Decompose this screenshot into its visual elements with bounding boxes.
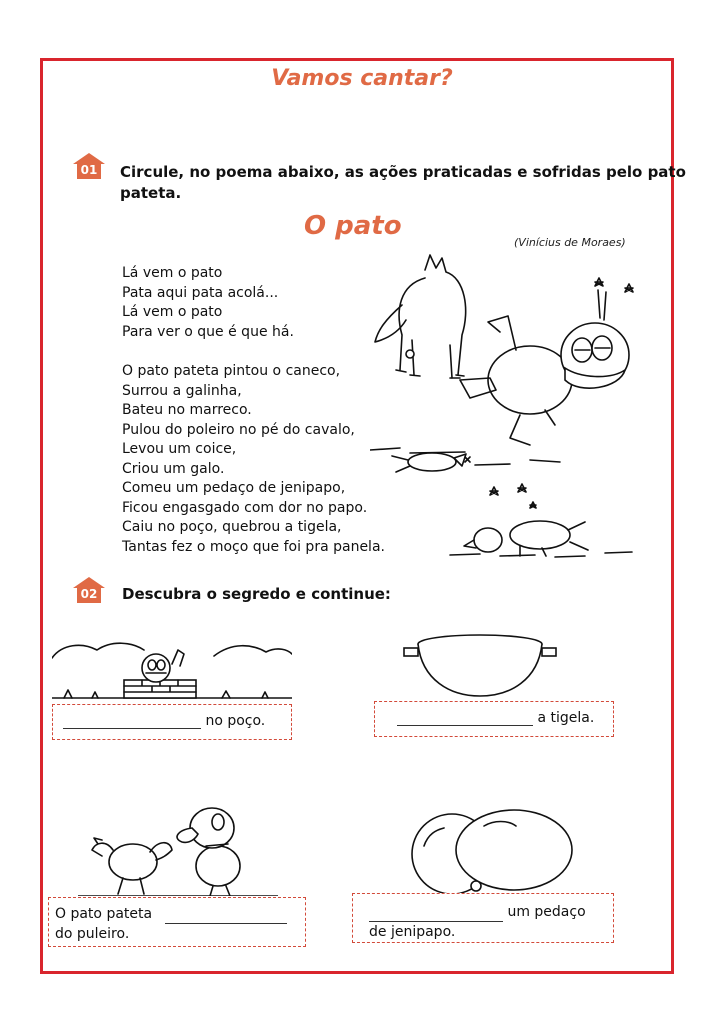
poem-line: Lá vem o pato (122, 304, 223, 320)
duck-and-horse-illustration (370, 250, 640, 560)
box-text: do puleiro. (55, 926, 130, 942)
poem-line: Surrou a galinha, (122, 382, 242, 399)
duck-in-well-illustration (52, 636, 292, 706)
poem-stanza-1 (122, 264, 294, 342)
instruction-line: pateta. (120, 184, 182, 202)
poem-line: Ficou engasgado com dor no papo. (122, 499, 368, 516)
answer-blank[interactable] (397, 711, 533, 726)
box-text: no poço. (205, 713, 266, 729)
poem-stanza-2 (122, 362, 385, 557)
fill-in-box-perch (48, 897, 306, 947)
poem-line: Pata aqui pata acolá... (122, 284, 279, 301)
poem-line: Comeu um pedaço de jenipapo, (122, 480, 346, 496)
box-text: O pato pateta (55, 906, 153, 922)
poem-author: (Vinícius de Moraes) (514, 236, 626, 249)
fill-in-box-fruit (352, 893, 614, 943)
poem-line: Para ver o que é que há. (122, 323, 294, 340)
rooster-and-duck-illustration (78, 800, 278, 896)
jenipapo-fruit-illustration (404, 806, 574, 896)
poem-line: Tantas fez o moço que foi pra panela. (122, 538, 385, 555)
box-text: um pedaço (507, 904, 586, 920)
poem-line: Criou um galo. (122, 460, 225, 477)
instruction-line: Circule, no poema abaixo, as ações praticadas e sofridas pelo pato (120, 163, 686, 181)
activity-number: 01 (80, 163, 98, 177)
fill-in-box-bowl (374, 701, 614, 737)
poem-line: O pato pateta pintou o caneco, (122, 363, 341, 379)
activity-number: 02 (80, 587, 98, 601)
answer-blank[interactable] (63, 714, 201, 729)
poem-line: Levou um coice, (122, 441, 237, 457)
activity-number-badge (72, 152, 106, 180)
activity-number-badge (72, 576, 106, 604)
page-heading: Vamos cantar? (271, 66, 453, 91)
box-text: de jenipapo. (369, 924, 456, 940)
activity1-instruction (120, 162, 686, 204)
poem-title: O pato (304, 211, 402, 241)
answer-blank[interactable] (369, 907, 503, 922)
answer-blank[interactable] (165, 909, 287, 924)
poem-line: Pulou do poleiro no pé do cavalo, (122, 421, 355, 438)
poem-line: Caiu no poço, quebrou a tigela, (122, 519, 342, 535)
poem-line: Bateu no marreco. (122, 402, 252, 418)
fill-in-box-well (52, 704, 292, 740)
activity2-instruction: Descubra o segredo e continue: (122, 585, 391, 603)
bowl-illustration (400, 630, 560, 700)
poem-line: Lá vem o pato (122, 265, 223, 281)
box-text: a tigela. (537, 710, 595, 726)
